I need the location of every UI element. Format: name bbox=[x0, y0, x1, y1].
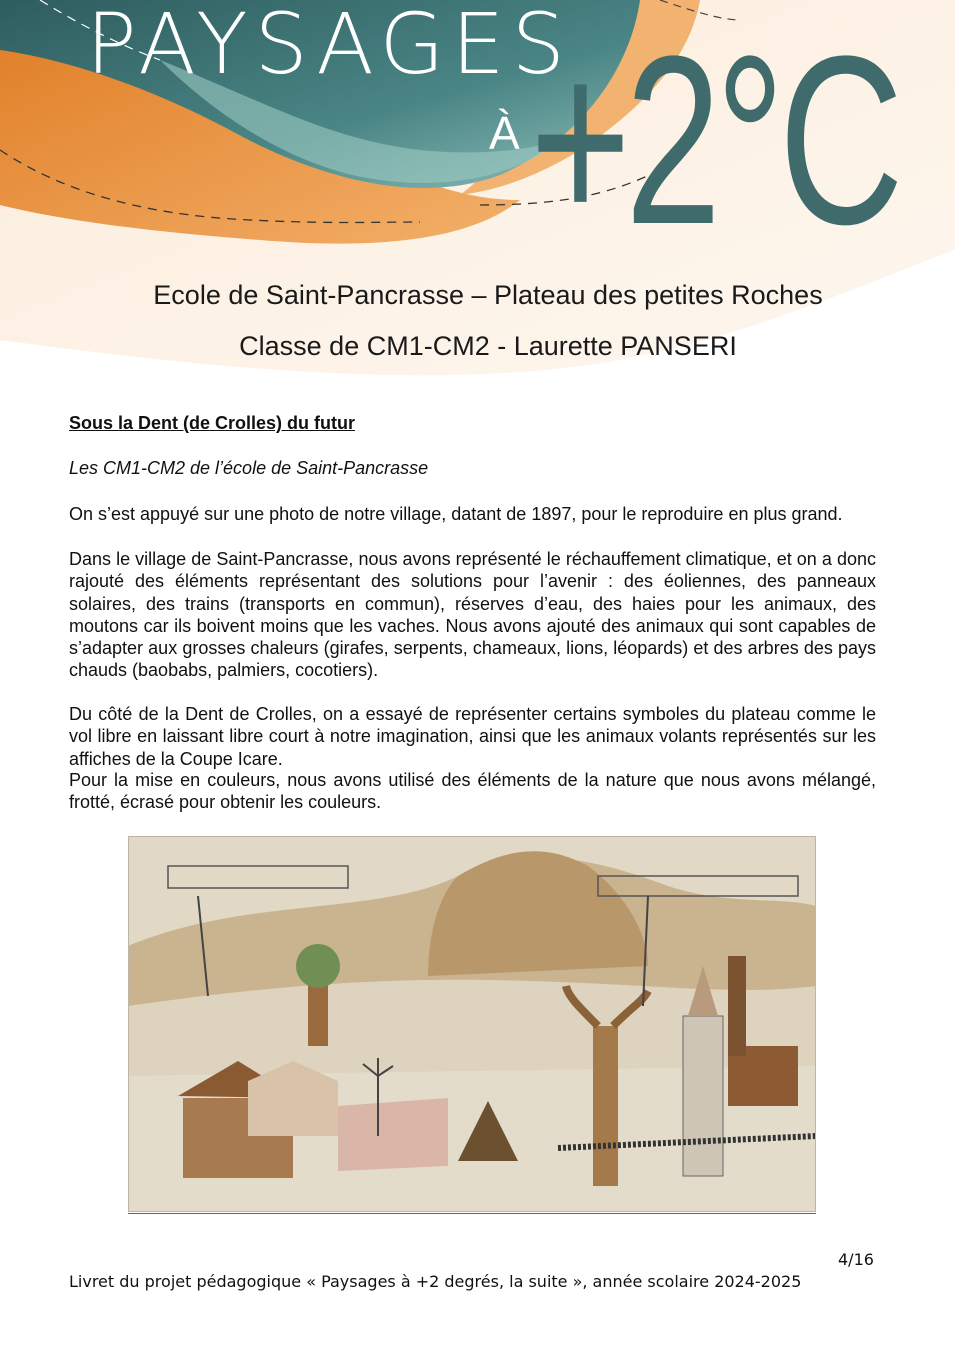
brand-title-a: À bbox=[489, 107, 520, 159]
photo-divider bbox=[128, 1213, 816, 1214]
paragraph-village: Dans le village de Saint-Pancrasse, nous avons représenté le réchauffement climatique, et on a donc rajouté des éléments représentant des solutions pour l’avenir : des éoliennes, des panneaux solaires, des trains (transports en commun), réserves d’eau, des haies pour les animaux, des moutons car ils boivent moins que les vaches. Nous avons ajouté des animaux qui sont capables de s’adapter aux grosses chaleurs (girafes, serpents, chameaux, lions, léopards) et des arbres des pays chauds (baobabs, palmiers, cocotiers). bbox=[69, 549, 876, 681]
brand-title-word: PAYSAGES bbox=[86, 0, 572, 93]
class-name: Classe de CM1-CM2 - Laurette PANSERI bbox=[239, 331, 737, 361]
article-byline: Les CM1-CM2 de l’école de Saint-Pancrasse bbox=[69, 458, 429, 478]
brand-title-temperature: +2°C bbox=[530, 6, 898, 274]
paragraph-dent-de-crolles: Du côté de la Dent de Crolles, on a essayé de représenter certains symboles du plateau comme le vol libre en laissant libre court à notre imagination, ainsi que les animaux volants représentés sur les affiches de la Coupe Icare. bbox=[69, 704, 876, 769]
article-title: Sous la Dent (de Crolles) du futur bbox=[69, 413, 356, 433]
paragraph-intro: On s’est appuyé sur une photo de notre village, datant de 1897, pour le reproduire en plus grand. bbox=[69, 504, 843, 524]
school-name: Ecole de Saint-Pancrasse – Plateau des petites Roches bbox=[153, 280, 823, 310]
paragraph-colors: Pour la mise en couleurs, nous avons utilisé des éléments de la nature que nous avons mélangé, frotté, écrasé pour obtenir les couleurs. bbox=[69, 770, 876, 813]
page-number: 4/16 bbox=[838, 1250, 874, 1269]
painting-photo bbox=[128, 836, 816, 1212]
children-landscape-painting-icon bbox=[128, 836, 816, 1212]
footer-text: Livret du projet pédagogique « Paysages à +2 degrés, la suite », année scolaire 2024-2025 bbox=[69, 1272, 802, 1291]
